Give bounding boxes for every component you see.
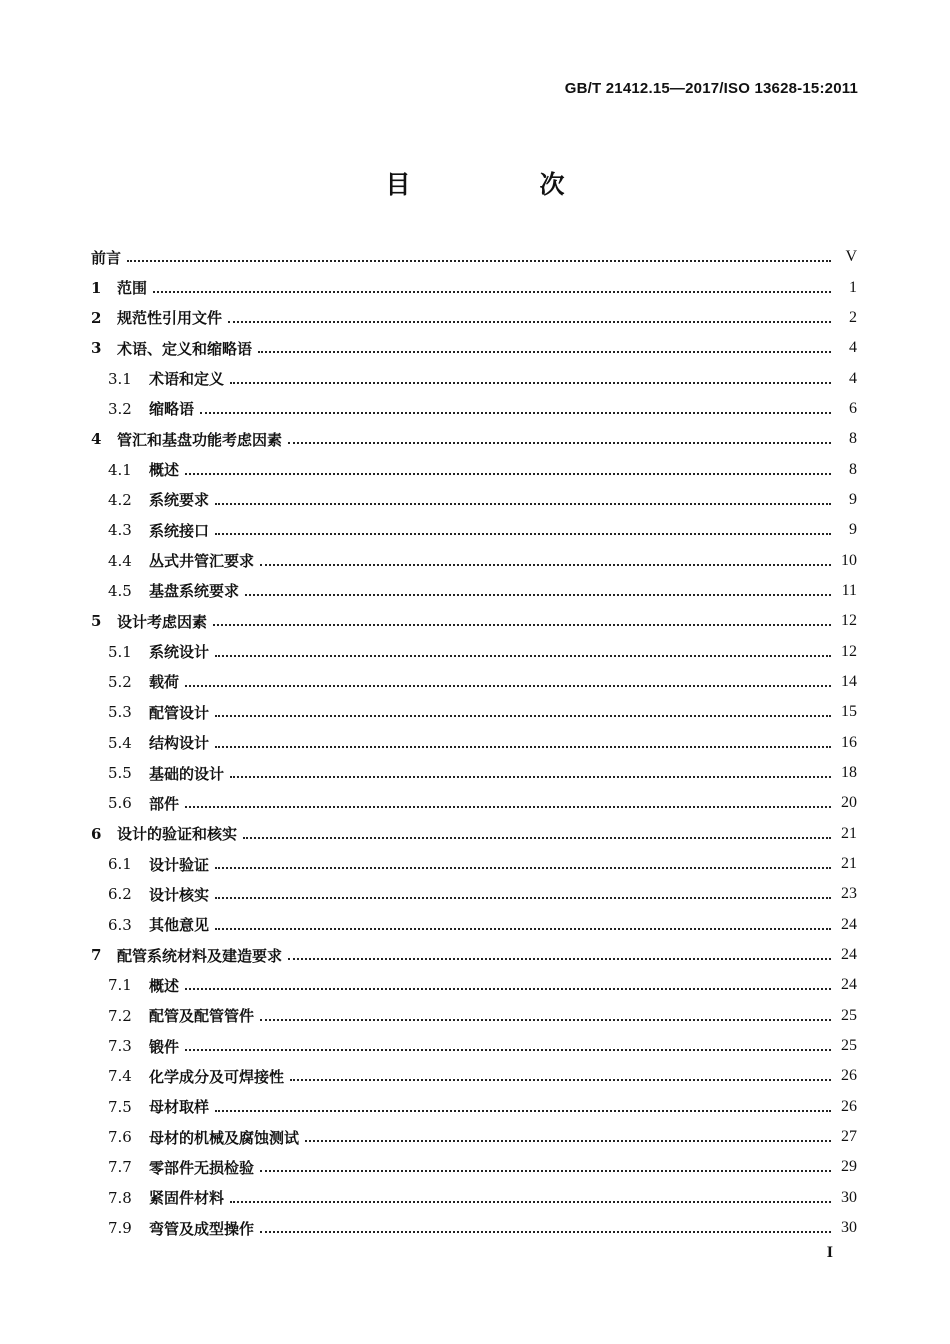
toc-entry-number: 7.2 xyxy=(108,1006,132,1025)
toc-entry-title: 设计考虑因素 xyxy=(117,612,208,631)
dot-leader xyxy=(213,624,831,626)
toc-entry-title: 基础的设计 xyxy=(149,764,225,783)
toc-entry[interactable] xyxy=(91,424,857,454)
toc-entry-number: 7 xyxy=(91,946,102,965)
toc-entry[interactable] xyxy=(91,697,857,727)
toc-entry-number: 7.5 xyxy=(108,1097,132,1116)
dot-leader xyxy=(215,715,831,717)
toc-entry[interactable] xyxy=(91,1122,857,1152)
dot-leader xyxy=(230,382,831,384)
toc-entry-title: 母材的机械及腐蚀测试 xyxy=(149,1128,300,1147)
toc-entry-page: 27 xyxy=(841,1128,857,1146)
dot-leader xyxy=(185,473,831,475)
dot-leader xyxy=(185,1049,831,1051)
toc-entry-number: 6.3 xyxy=(108,915,132,934)
toc-entry-number: 6 xyxy=(91,824,102,843)
toc-entry-number: 3.1 xyxy=(108,369,132,388)
toc-entry-number: 1 xyxy=(91,278,102,297)
toc-entry-page: 21 xyxy=(841,824,857,842)
toc-entry[interactable] xyxy=(91,758,857,788)
toc-entry-page: 1 xyxy=(849,278,857,296)
toc-entry[interactable] xyxy=(91,454,857,484)
toc-entry-page: 25 xyxy=(841,1037,857,1055)
toc-entry-number: 5 xyxy=(91,612,102,631)
dot-leader xyxy=(185,988,831,990)
toc-entry-page: 25 xyxy=(841,1006,857,1024)
dot-leader xyxy=(215,655,831,657)
toc-entry-title: 管汇和基盘功能考虑因素 xyxy=(117,430,283,449)
toc-entry-title: 概述 xyxy=(149,976,180,995)
toc-entry-number: 4.2 xyxy=(108,490,132,509)
dot-leader xyxy=(200,412,831,414)
toc-entry-page: 6 xyxy=(849,399,857,417)
toc-entry[interactable] xyxy=(91,333,857,363)
dot-leader xyxy=(215,1110,831,1112)
toc-entry[interactable] xyxy=(91,363,857,393)
dot-leader xyxy=(290,1079,831,1081)
dot-leader xyxy=(245,594,831,596)
toc-entry-title: 规范性引用文件 xyxy=(117,309,223,328)
toc-entry-title: 范围 xyxy=(117,279,148,298)
toc-entry-title: 配管设计 xyxy=(149,703,210,722)
dot-leader xyxy=(127,260,831,262)
toc-entry-title: 母材取样 xyxy=(149,1098,210,1117)
toc-entry[interactable] xyxy=(91,303,857,333)
toc-entry-title: 载荷 xyxy=(149,673,180,692)
toc-entry[interactable] xyxy=(91,788,857,818)
toc-entry-title: 系统要求 xyxy=(149,491,210,510)
toc-entry[interactable] xyxy=(91,940,857,970)
toc-entry-page: 30 xyxy=(841,1219,857,1237)
toc-entry-number: 5.1 xyxy=(108,642,132,661)
toc-entry[interactable] xyxy=(91,394,857,424)
toc-entry[interactable] xyxy=(91,636,857,666)
dot-leader xyxy=(185,806,831,808)
dot-leader xyxy=(260,564,831,566)
toc-entry-title: 弯管及成型操作 xyxy=(149,1219,255,1238)
toc-entry-page: 26 xyxy=(841,1067,857,1085)
toc-entry-page: 2 xyxy=(849,308,857,326)
toc-entry-number: 4.3 xyxy=(108,521,132,540)
toc-entry-title: 术语和定义 xyxy=(149,370,225,389)
toc-entry[interactable] xyxy=(91,545,857,575)
toc-entry-page: 9 xyxy=(849,521,857,539)
toc-entry-page: 23 xyxy=(841,885,857,903)
toc-entry-number: 5.4 xyxy=(108,733,132,752)
dot-leader xyxy=(258,351,831,353)
toc-entry[interactable] xyxy=(91,970,857,1000)
toc-entry[interactable] xyxy=(91,272,857,302)
toc-entry-number: 5.3 xyxy=(108,703,132,722)
toc-entry-page: 21 xyxy=(841,855,857,873)
toc-entry-title: 设计的验证和核实 xyxy=(117,825,238,844)
toc-entry-page: 12 xyxy=(841,642,857,660)
dot-leader xyxy=(215,867,831,869)
toc-entry-title: 其他意见 xyxy=(149,916,210,935)
toc-entry-number: 4.4 xyxy=(108,551,132,570)
toc-entry[interactable] xyxy=(91,1183,857,1213)
toc-entry[interactable] xyxy=(91,879,857,909)
toc-entry-title: 丛式井管汇要求 xyxy=(149,552,255,571)
dot-leader xyxy=(228,321,831,323)
toc-entry-page: 24 xyxy=(841,915,857,933)
toc-entry-title: 紧固件材料 xyxy=(149,1189,225,1208)
toc-entry-title: 系统设计 xyxy=(149,643,210,662)
toc-entry-title: 零部件无损检验 xyxy=(149,1158,255,1177)
toc-entry-page: 14 xyxy=(841,672,857,690)
toc-entry-page: 8 xyxy=(849,460,857,478)
toc-entry[interactable] xyxy=(91,242,857,272)
toc-entry-page: 11 xyxy=(841,581,857,599)
toc-entry-page: 30 xyxy=(841,1188,857,1206)
toc-entry-page: 8 xyxy=(849,430,857,448)
standard-code: GB/T 21412.15—2017/ISO 13628-15:2011 xyxy=(564,80,858,97)
toc-entry[interactable] xyxy=(91,1152,857,1182)
toc-entry-page: 24 xyxy=(841,976,857,994)
toc-entry-title: 结构设计 xyxy=(149,734,210,753)
toc-entry-title: 概述 xyxy=(149,461,180,480)
toc-entry-number: 4 xyxy=(91,430,102,449)
toc-entry[interactable] xyxy=(91,485,857,515)
toc-entry-title: 系统接口 xyxy=(149,521,210,540)
toc-entry[interactable] xyxy=(91,910,857,940)
toc-entry-page: 15 xyxy=(841,703,857,721)
toc-entry-number: 7.1 xyxy=(108,976,132,995)
toc-entry[interactable] xyxy=(91,667,857,697)
dot-leader xyxy=(260,1231,831,1233)
dot-leader xyxy=(288,958,831,960)
dot-leader xyxy=(215,746,831,748)
dot-leader xyxy=(305,1140,831,1142)
toc-title: 目 次 xyxy=(385,170,617,199)
dot-leader xyxy=(260,1170,831,1172)
toc-entry[interactable] xyxy=(91,606,857,636)
toc-entry[interactable] xyxy=(91,1001,857,1031)
toc-entry[interactable] xyxy=(91,819,857,849)
toc-entry-number: 5.5 xyxy=(108,764,132,783)
toc-entry[interactable] xyxy=(91,1061,857,1091)
dot-leader xyxy=(185,685,831,687)
dot-leader xyxy=(215,533,831,535)
toc-entry-number: 7.8 xyxy=(108,1188,132,1207)
toc-entry-page: 16 xyxy=(841,733,857,751)
dot-leader xyxy=(215,928,831,930)
toc-entry-page: 9 xyxy=(849,490,857,508)
toc-entry-page: 4 xyxy=(849,369,857,387)
toc-entry[interactable] xyxy=(91,1213,857,1243)
toc-entry-number: 4.1 xyxy=(108,460,132,479)
toc-entry-title: 部件 xyxy=(149,794,180,813)
toc-entry-number: 7.9 xyxy=(108,1219,132,1238)
toc-entry-title: 设计验证 xyxy=(149,855,210,874)
toc-entry[interactable] xyxy=(91,1092,857,1122)
dot-leader xyxy=(230,1201,831,1203)
dot-leader xyxy=(243,837,831,839)
page-number: I xyxy=(826,1244,833,1261)
toc-entry-title: 前言 xyxy=(91,248,122,267)
toc-entry-title: 基盘系统要求 xyxy=(149,582,240,601)
dot-leader xyxy=(153,291,831,293)
toc-entry[interactable] xyxy=(91,849,857,879)
toc-entry-page: 26 xyxy=(841,1097,857,1115)
toc-entry-title: 化学成分及可焊接性 xyxy=(149,1067,285,1086)
toc-entry-title: 术语、定义和缩略语 xyxy=(117,339,253,358)
toc-entry-page: 18 xyxy=(841,764,857,782)
toc-entry-page: 10 xyxy=(841,551,857,569)
toc-entry-number: 7.4 xyxy=(108,1067,132,1086)
toc-entry-number: 4.5 xyxy=(108,581,132,600)
toc-entry-number: 2 xyxy=(91,308,102,327)
dot-leader xyxy=(215,897,831,899)
toc-entry-number: 7.7 xyxy=(108,1158,132,1177)
toc-entry-page: 29 xyxy=(841,1158,857,1176)
table-of-contents xyxy=(91,242,857,1243)
toc-entry-page: V xyxy=(845,248,857,266)
toc-entry-page: 20 xyxy=(841,794,857,812)
dot-leader xyxy=(230,776,831,778)
toc-entry-page: 4 xyxy=(849,339,857,357)
toc-entry[interactable] xyxy=(91,1031,857,1061)
toc-entry-title: 配管及配管管件 xyxy=(149,1007,255,1026)
toc-entry-page: 12 xyxy=(841,612,857,630)
toc-entry-title: 配管系统材料及建造要求 xyxy=(117,946,283,965)
toc-entry-title: 缩略语 xyxy=(149,400,195,419)
toc-entry-title: 锻件 xyxy=(149,1037,180,1056)
toc-entry-number: 6.2 xyxy=(108,885,132,904)
toc-entry-page: 24 xyxy=(841,946,857,964)
toc-entry[interactable] xyxy=(91,515,857,545)
toc-entry[interactable] xyxy=(91,728,857,758)
toc-entry-number: 5.2 xyxy=(108,672,132,691)
dot-leader xyxy=(215,503,831,505)
toc-entry-number: 7.6 xyxy=(108,1128,132,1147)
toc-entry-title: 设计核实 xyxy=(149,885,210,904)
toc-entry-number: 3.2 xyxy=(108,399,132,418)
toc-entry-number: 3 xyxy=(91,339,102,358)
toc-entry[interactable] xyxy=(91,576,857,606)
toc-entry-number: 7.3 xyxy=(108,1037,132,1056)
toc-entry-number: 5.6 xyxy=(108,794,132,813)
toc-entry-number: 6.1 xyxy=(108,855,132,874)
dot-leader xyxy=(288,442,831,444)
dot-leader xyxy=(260,1019,831,1021)
